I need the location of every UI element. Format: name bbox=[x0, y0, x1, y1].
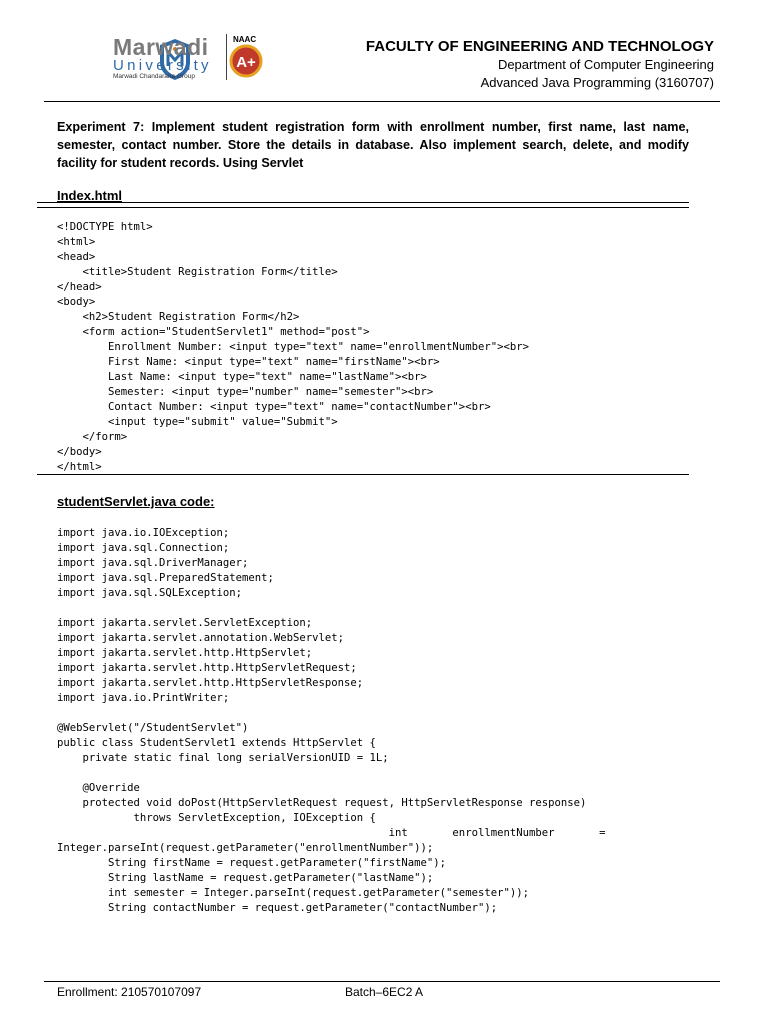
header-divider bbox=[44, 101, 720, 102]
logo-text bbox=[113, 36, 212, 81]
section-divider bbox=[37, 474, 689, 475]
university-group: Marwadi Chandarana Group bbox=[113, 73, 196, 80]
footer-divider bbox=[44, 981, 720, 982]
university-subname: University bbox=[113, 57, 212, 74]
section-heading-servlet-code: studentServlet.java code: bbox=[57, 494, 215, 509]
code-block-servlet-java: import java.io.IOException; import java.sql.Connection; import java.sql.DriverManager; import java.sql.PreparedStatement; import java.sql.SQLException; import jakarta.servlet.ServletException; import jakarta.servlet.annotation.WebServlet; import jakarta.servlet.http.HttpServlet; import jakarta.servlet.http.HttpServletRequest; import jakarta.servlet.http.HttpServletResponse; import java.io.PrintWriter; @WebServlet("/StudentServlet") public class StudentServlet1 extends HttpServlet { private static final long serialVersionUID = 1L; @Override protected void doPost(HttpServletRequest request, HttpServletResponse response) throws ServletException, IOException { int enrollmentNumber = Integer.parseInt(request.getParameter("enrollmentNumber")); String firstName = request.getParameter("firstName"); String lastName = request.getParameter("lastName"); int semester = Integer.parseInt(request.getParameter("semester")); String contactNumber = request.getParameter("contactNumber"); bbox=[57, 527, 606, 914]
department-name: Department of Computer Engineering bbox=[497, 57, 714, 72]
university-name: Marwadi bbox=[113, 34, 209, 60]
naac-grade: A+ bbox=[236, 54, 256, 71]
experiment-statement: Experiment 7: Implement student registration form with enrollment number, first name, last name, semester, contact number. Store the details in database. Also implement search, delete, and modify facility for student records. Using Servlet bbox=[57, 120, 689, 170]
section-heading-index-html: Index.html bbox=[57, 188, 123, 203]
section-divider-double bbox=[37, 202, 689, 208]
footer-batch: Batch–6EC2 A bbox=[345, 985, 424, 999]
faculty-title: FACULTY OF ENGINEERING AND TECHNOLOGY bbox=[365, 38, 714, 55]
code-block-index-html: <!DOCTYPE html> <html> <head> <title>Student Registration Form</title> </head> <body> <h2>Student Registration Form</h2> <form action="StudentServlet1" method="post"> Enrollment Number: <input type="text" name="enrollmentNumber"><br> First Name: <input type="text" name="firstName"><br> Last Name: <input type="text" name="lastName"><br> Semester: <input type="number" name="semester"><br> Contact Number: <input type="text" name="contactNumber"><br> <input type="submit" value="Submit"> </form> </body> </html> bbox=[57, 221, 529, 473]
naac-grade-badge bbox=[229, 44, 263, 78]
naac-label: NAAC bbox=[233, 35, 257, 44]
footer-enrollment: Enrollment: 210570107097 bbox=[57, 985, 202, 999]
logo-divider bbox=[226, 34, 227, 80]
course-name: Advanced Java Programming (3160707) bbox=[480, 75, 714, 90]
